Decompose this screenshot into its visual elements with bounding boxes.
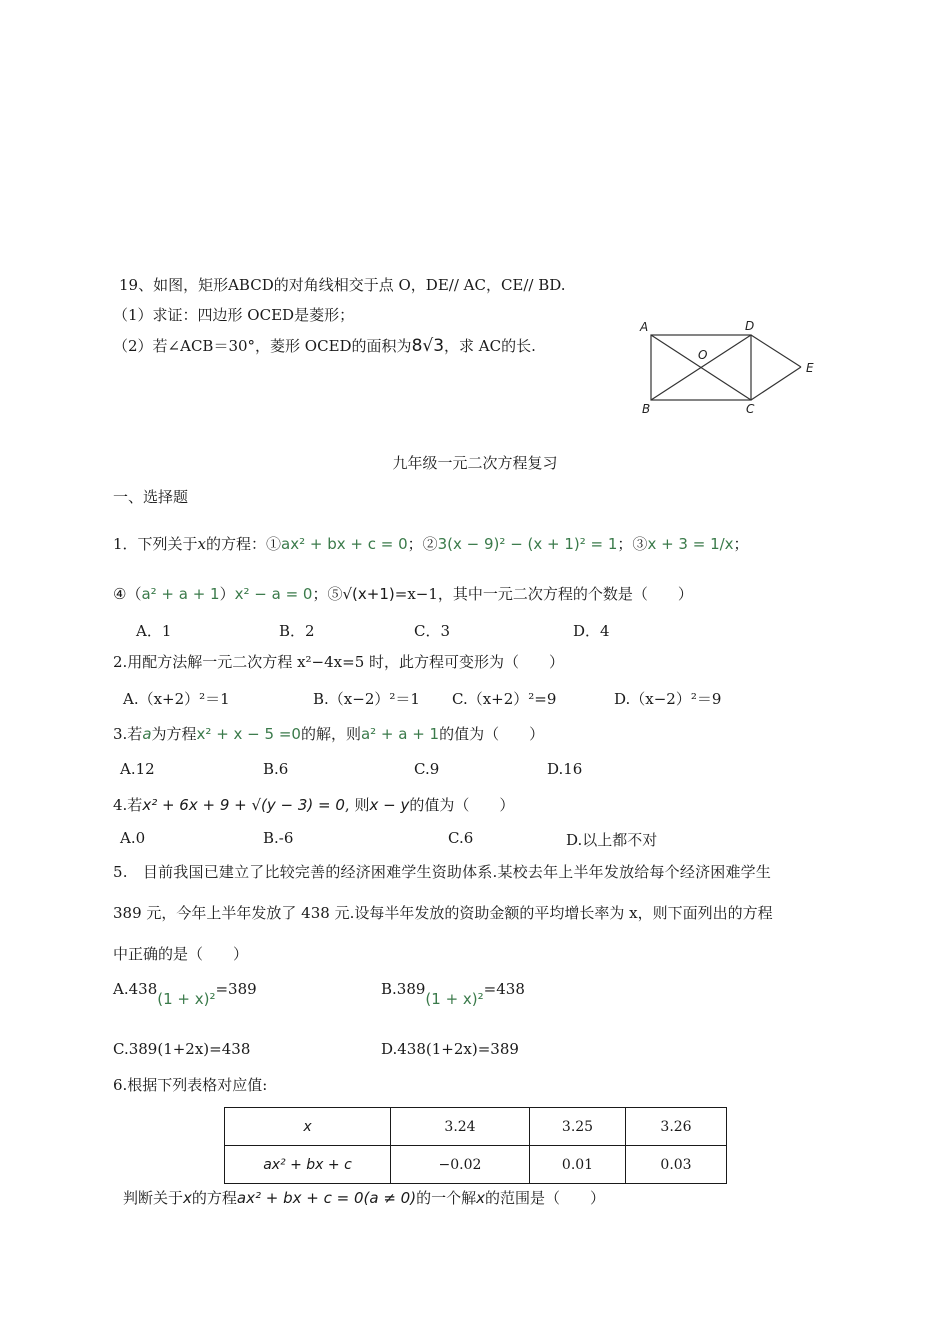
q6-text: 6.根据下列表格对应值:: [113, 1076, 268, 1094]
q1-eq4b: x² − a = 0: [234, 585, 313, 603]
q4-option-c: C.6: [448, 829, 474, 847]
q2-option-c: C.（x+2）²=9: [452, 690, 557, 708]
table-cell: 0.01: [530, 1146, 626, 1184]
figure-label-a: A: [640, 320, 649, 334]
table-row: [225, 1146, 727, 1184]
q3-eq: x² + x − 5 =0: [196, 725, 301, 743]
q3-eq2: a² + a + 1: [360, 725, 440, 743]
figure-label-o: O: [698, 348, 708, 362]
section-heading: 一、选择题: [113, 488, 189, 506]
table-cell: 3.24: [391, 1108, 530, 1146]
q3-option-d: D.16: [547, 760, 583, 778]
q1-option-b: B．2: [279, 622, 315, 640]
table-cell: ax² + bx + c: [225, 1146, 391, 1184]
q1-sep3: ；: [733, 535, 749, 553]
q5-option-b-post: =438: [483, 980, 525, 998]
q5-option-a-pre: A.438: [113, 980, 158, 998]
figure-label-c: C: [746, 402, 755, 416]
q4-text-b: , 则: [344, 796, 370, 814]
q1-text-c: ④（: [113, 585, 142, 603]
q19-line2: （1）求证：四边形 OCED是菱形；: [113, 306, 355, 324]
q3-option-c: C.9: [414, 760, 440, 778]
q4-eq2: x − y: [369, 796, 410, 814]
figure-label-b: B: [642, 402, 651, 416]
q3-text-a: 3.若: [113, 725, 143, 743]
q19-area-value: 8√3: [411, 336, 445, 356]
q6-q-a: 判断关于: [123, 1189, 184, 1207]
q4-text-c: 的值为（ ）: [409, 796, 515, 814]
q1-eq2: 3(x − 9)² − (x + 1)² = 1: [437, 535, 618, 553]
q5-option-a-eq: (1 + x)²: [157, 990, 216, 1008]
figure-label-d: D: [745, 319, 755, 333]
q1-eq4a: a² + a + 1: [141, 585, 220, 603]
q5-option-b-eq: (1 + x)²: [425, 990, 484, 1008]
figure-label-e: E: [806, 361, 814, 375]
page-title: 九年级一元二次方程复习: [392, 454, 558, 472]
table-cell: 0.03: [626, 1146, 727, 1184]
q19-line3: [113, 335, 536, 356]
q1-option-a: A．1: [136, 622, 172, 640]
q6-q-d: 的范围是（ ）: [484, 1189, 605, 1207]
q5-option-a-post: =389: [215, 980, 257, 998]
q2-text: 2.用配方法解一元二次方程 x²−4x=5 时，此方程可变形为（ ）: [113, 653, 565, 671]
q6-q-var2: x: [476, 1189, 485, 1207]
q5-option-c: C.389(1+2x)=438: [113, 1040, 251, 1058]
q5-option-d: D.438(1+2x)=389: [381, 1040, 519, 1058]
q3-option-a: A.12: [120, 760, 155, 778]
values-table: [224, 1107, 727, 1184]
q1-text-f: =x−1，其中一元二次方程的个数是（ ）: [394, 585, 693, 603]
q4-option-d: D.以上都不对: [566, 831, 658, 849]
q4-option-a: A.0: [120, 829, 146, 847]
q3-text-d: 的值为（ ）: [439, 725, 545, 743]
q5-option-b: [381, 980, 525, 1008]
q19-line3-end: ，求 AC的长.: [444, 337, 536, 355]
q5-line3: 中正确的是（ ）: [113, 945, 249, 963]
q6-q-b: 的方程: [191, 1189, 237, 1207]
q19-line3-start: （2）若∠ACB＝30°，菱形 OCED的面积为: [113, 337, 412, 355]
q1-eq5: √(x+1): [342, 585, 395, 603]
q1-sep1: ；②: [407, 535, 438, 553]
table-row: [225, 1108, 727, 1146]
table-cell: x: [225, 1108, 391, 1146]
table-cell: −0.02: [391, 1146, 530, 1184]
q1-text-e: ；⑤: [312, 585, 343, 603]
q4-eq: x² + 6x + 9 + √(y − 3) = 0: [142, 796, 345, 814]
rectangle-figure: [630, 315, 830, 420]
q2-option-b: B.（x−2）²＝1: [313, 690, 420, 708]
q3-text: [113, 723, 544, 744]
q3-text-c: 的解，则: [300, 725, 361, 743]
q1-option-d: D．4: [573, 622, 610, 640]
q6-question: [123, 1187, 605, 1208]
q3-var: a: [142, 725, 152, 743]
q4-text: [113, 794, 514, 815]
q1-sep2: ；③: [617, 535, 648, 553]
q4-option-b: B.-6: [263, 829, 294, 847]
q1-text-a: 1．下列关于: [113, 535, 198, 553]
table-cell: 3.25: [530, 1108, 626, 1146]
q19-line1: 19、如图，矩形ABCD的对角线相交于点 O，DE// AC，CE// BD.: [119, 276, 566, 294]
q5-line2: 389 元，今年上半年发放了 438 元.设每半年发放的资助金额的平均增长率为 x，则下面列出的方程: [113, 904, 773, 922]
q5-option-b-pre: B.389: [381, 980, 426, 998]
q1-eq3: x + 3 = 1/x: [647, 535, 734, 553]
q1-option-c: C．3: [414, 622, 451, 640]
q3-option-b: B.6: [263, 760, 289, 778]
q6-q-var: x: [183, 1189, 192, 1207]
q1-text-b: 的方程：①: [206, 535, 282, 553]
q4-text-a: 4.若: [113, 796, 143, 814]
q2-option-d: D.（x−2）²＝9: [614, 690, 722, 708]
q3-text-b: 为方程: [151, 725, 197, 743]
q1-text-d: ）: [219, 585, 235, 603]
table-cell: 3.26: [626, 1108, 727, 1146]
q2-option-a: A.（x+2）²＝1: [123, 690, 230, 708]
q1-eq1: ax² + bx + c = 0: [281, 535, 408, 553]
q5-line1: 5. 目前我国已建立了比较完善的经济困难学生资助体系.某校去年上半年发放给每个经济困难学生: [113, 863, 772, 881]
q6-q-eq: ax² + bx + c = 0(a ≠ 0): [236, 1189, 417, 1207]
q6-q-c: 的一个解: [416, 1189, 477, 1207]
q1-var: x: [197, 535, 207, 553]
q5-option-a: [113, 980, 257, 1008]
q1-line2: [113, 583, 693, 604]
q1-line1: [113, 533, 749, 554]
